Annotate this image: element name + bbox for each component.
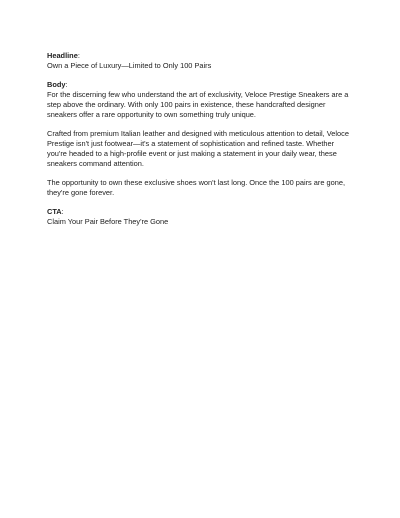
spacer (47, 120, 355, 129)
spacer (47, 198, 355, 207)
body-paragraph-1: For the discerning few who understand the art of exclusivity, Veloce Prestige Sneakers are a step above the ordinary. With only 100 pairs in existence, these handcrafted designer sneakers offer a rare opportunity to own something truly unique. (47, 90, 349, 119)
cta-text: Claim Your Pair Before They're Gone (47, 217, 169, 226)
headline-heading: Headline: (47, 51, 80, 60)
body-paragraph-3: The opportunity to own these exclusive shoes won't last long. Once the 100 pairs are gone, they're gone forever. (47, 178, 346, 197)
body-label: Body (47, 80, 66, 89)
headline-text: Own a Piece of Luxury—Limited to Only 100 Pairs (47, 61, 212, 70)
body-section (47, 80, 355, 198)
cta-heading: CTA: (47, 207, 64, 216)
body-paragraph-2: Crafted from premium Italian leather and designed with meticulous attention to detail, Veloce Prestige isn't just footwear—it's a statement of sophistication and refined taste. Whether you're headed to a high-profile event or just making a statement in your daily wear, these sneakers command attention. (47, 129, 349, 168)
headline-section (47, 51, 355, 71)
cta-label: CTA (47, 207, 62, 216)
body-heading: Body: (47, 80, 68, 89)
spacer (47, 169, 355, 178)
document-page (47, 51, 355, 227)
cta-section (47, 207, 355, 227)
spacer (47, 71, 355, 80)
headline-label: Headline (47, 51, 78, 60)
